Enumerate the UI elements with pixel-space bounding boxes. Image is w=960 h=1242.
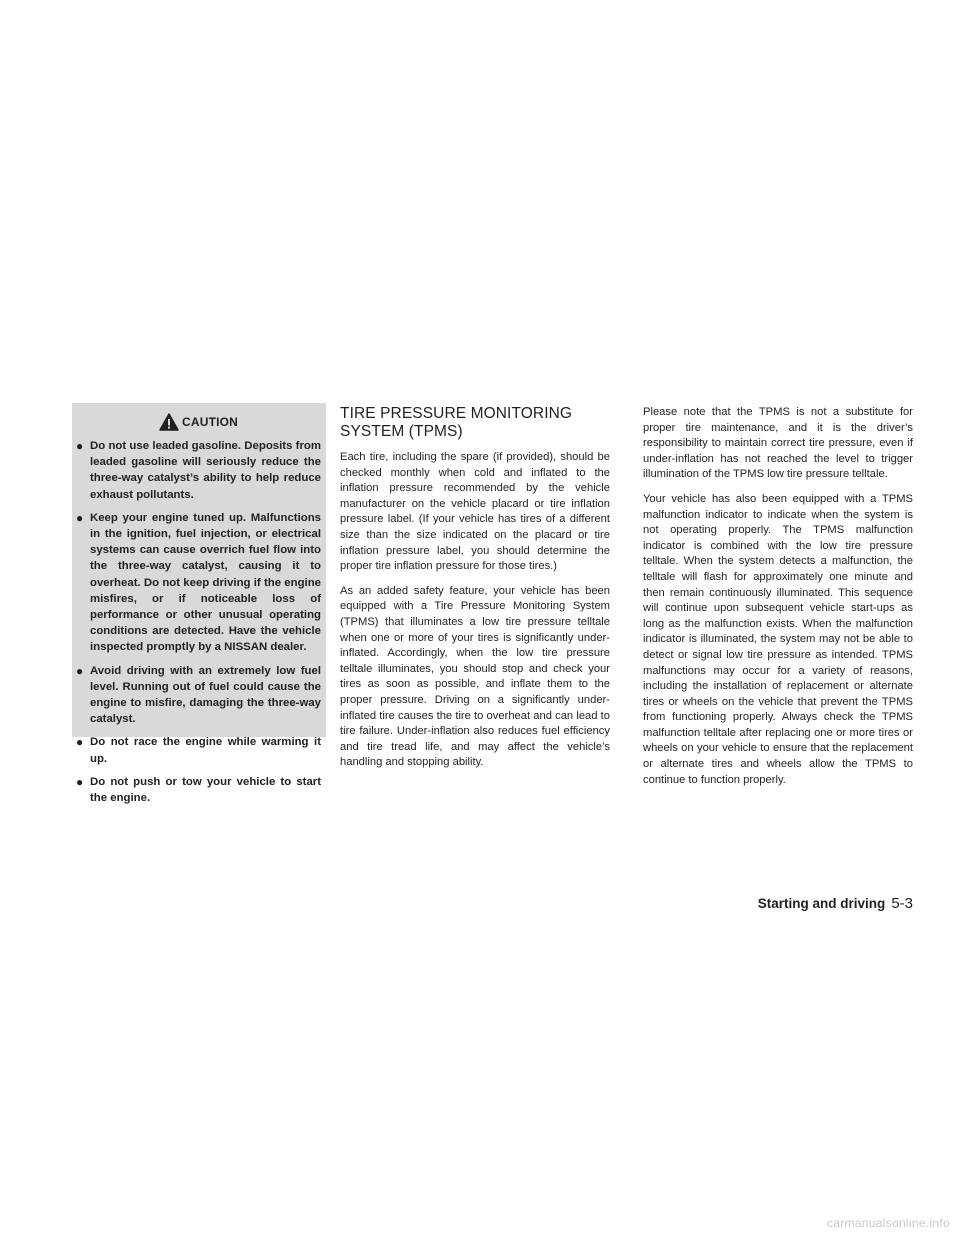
tpms-column-2 [643,405,913,797]
page-number: 5-3 [891,895,913,912]
caution-item [76,774,321,806]
caution-item [76,734,321,766]
bullet-icon: ● [76,510,84,525]
bullet-icon: ● [76,735,84,750]
body-paragraph: Each tire, including the spare (if provided), should be checked monthly when cold and inflated to the inflation pressure recommended by the vehicle manufacturer on the vehicle placard or tire inflation pressure label. (If your vehicle has tires of a different size than the size indicated on the placard or tire inflation pressure label, you should determine the proper tire inflation pressure for those tires.) [340,451,610,573]
warning-triangle-icon [159,413,179,431]
watermark: carmanualsonline.info [826,1216,950,1230]
page-footer [758,895,913,912]
caution-list [76,438,321,806]
tpms-column-1 [340,405,610,780]
caution-item-text: Do not use leaded gasoline. Deposits from leaded gasoline will seriously reduce the three-way catalyst’s ability to help reduce exhaust pollutants. [90,440,321,501]
caution-item [76,663,321,728]
body-paragraph: As an added safety feature, your vehicle has been equipped with a Tire Pressure Monitoring System (TPMS) that illuminates a low tire pressure telltale when one or more of your tires is significantly under-inflated. Accordingly, when the low tire pressure telltale illuminates, you should stop and check your tires as soon as possible, and inflate them to the proper pressure. Driving on a significantly under-inflated tire causes the tire to overheat and can lead to tire failure. Under-inflation also reduces fuel efficiency and tire tread life, and may affect the vehicle’s handling and stopping ability. [340,584,610,769]
section-title: TIRE PRESSURE MONITORING SYSTEM (TPMS) [340,405,573,440]
caution-item-text: Avoid driving with an extremely low fuel level. Running out of fuel could cause the engine to misfire, damaging the three-way catalyst. [90,664,321,726]
footer-section-name: Starting and driving [757,896,886,911]
caution-item [76,438,321,503]
caution-header [76,412,321,432]
caution-box [72,403,326,805]
body-paragraph: Please note that the TPMS is not a substitute for proper tire maintenance, and it is the driver’s responsibility to maintain correct tire pressure, even if under-inflation has not reached the level to trigger illumination of the TPMS low tire pressure telltale. [643,406,913,481]
caution-item-text: Do not push or tow your vehicle to start the engine. [90,775,321,805]
bullet-icon: ● [76,663,84,678]
caution-item-text: Keep your engine tuned up. Malfunctions in the ignition, fuel injection, or electrical systems can cause overrich fuel flow into the three-way catalyst, causing it to overheat. Do not keep driving if the engine misfires, or if noticeable loss of performance or other unusual operating conditions are detected. Have the vehicle inspected promptly by a NISSAN dealer. [90,511,321,654]
bullet-icon: ● [76,774,84,789]
caution-item [76,510,321,656]
caution-item-text: Do not race the engine while warming it up. [90,736,321,765]
caution-title: CAUTION [181,415,239,429]
bullet-icon: ● [76,439,84,453]
body-paragraph: Your vehicle has also been equipped with a TPMS malfunction indicator to indicate when the system is not operating properly. The TPMS malfunction indicator is combined with the low tire pressure telltale. When the system detects a malfunction, the telltale will flash for approximately one minute and then remain continuously illuminated. This sequence will continue upon subsequent vehicle start-ups as long as the malfunction exists. When the malfunction indicator is illuminated, the system may not be able to detect or signal low tire pressure as intended. TPMS malfunctions may occur for a variety of reasons, including the installation of replacement or alternate tires or wheels on the vehicle that prevent the TPMS from functioning properly. Always check the TPMS malfunction telltale after replacing one or more tires or wheels on your vehicle to ensure that the replacement or alternate tires and wheels allow the TPMS to continue to function properly. [643,492,913,786]
